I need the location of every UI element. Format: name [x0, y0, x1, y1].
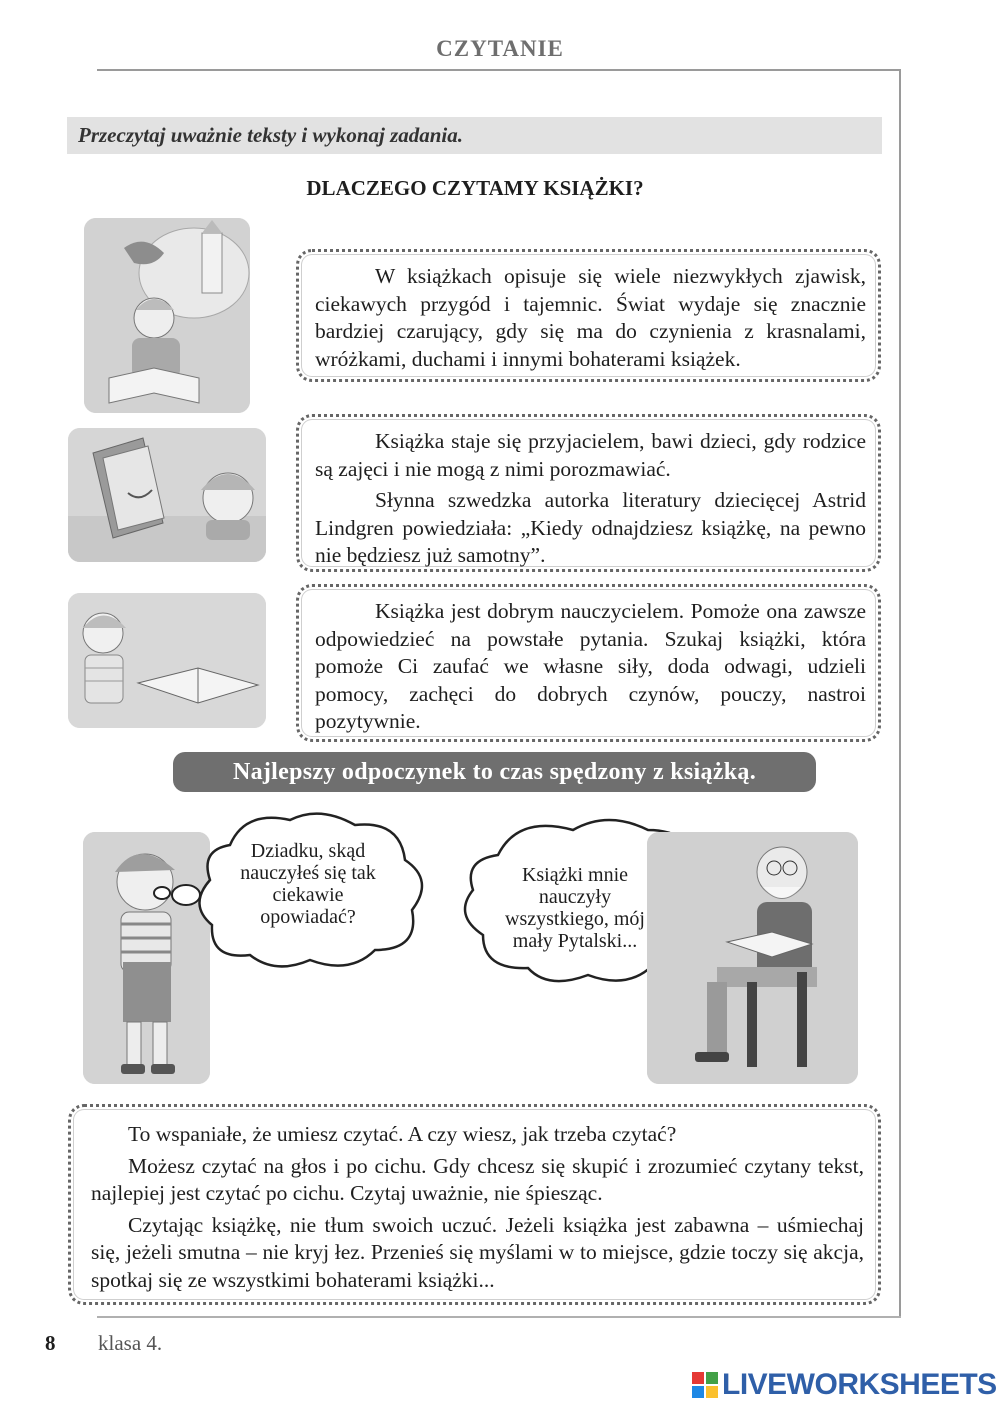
- page-number: 8: [45, 1331, 56, 1355]
- liveworksheets-logo-text[interactable]: LIVEWORKSHEETS: [722, 1368, 997, 1401]
- text-box-1: [296, 249, 881, 382]
- page-frame-bottom: [97, 1316, 901, 1318]
- grade-label: klasa 4.: [98, 1331, 163, 1355]
- box3-paragraph-1: Książka jest dobrym nauczycielem. Pomoże ona zawsze odpowiedzieć na powstałe pytania. Szukaj książki, która pomoże Ci zaufać we własne siły, doda odwagi, udzieli pomocy, zachęci do dobrych czynów, pouczy, nastroi pozytywnie.: [315, 599, 866, 733]
- instruction-text: Przeczytaj uważnie teksty i wykonaj zadania.: [78, 123, 464, 147]
- text-box-2: [296, 414, 881, 572]
- illustration-book-friend: [68, 428, 266, 562]
- tips-paragraph-3: Czytając książkę, nie tłum swoich uczuć. Jeżeli książka jest zabawna – uśmiechaj się, jeżeli smutna – nie kryj łez. Przenieś się myślami w to miejsce, gdzie toczy się akcja, spotkaj się ze wszystkimi bohaterami książki...: [91, 1212, 864, 1292]
- boy-bubble-text: Dziadku, skąd nauczyłeś się tak ciekawie opowiadać?: [240, 840, 376, 928]
- illustration-girl-book: [68, 593, 266, 728]
- illustration-boy-reading: [84, 218, 250, 413]
- box2-paragraph-1: Książka staje się przyjacielem, bawi dzieci, gdy rodzice są zajęci i nie mogą z nimi porozmawiać.: [315, 429, 866, 481]
- section-title: CZYTANIE: [436, 36, 564, 61]
- illustration-grandpa-reading: [647, 832, 858, 1084]
- motto-banner: Najlepszy odpoczynek to czas spędzony z książką.: [173, 752, 816, 792]
- grandpa-bubble-text: Książki mnie nauczyły wszystkiego, mój mały Pytalski...: [505, 864, 645, 952]
- box2-paragraph-2: Słynna szwedzka autorka literatury dziecięcej Astrid Lindgren powiedziała: „Kiedy odnajdziesz książkę, na pewno nie będziesz już samotny”.: [315, 488, 866, 567]
- liveworksheets-logo-icon: [692, 1372, 718, 1398]
- text-box-3: [296, 584, 881, 742]
- tips-paragraph-1: To wspaniałe, że umiesz czytać. A czy wiesz, jak trzeba czytać?: [128, 1122, 677, 1146]
- box1-paragraph-1: W książkach opisuje się wiele niezwykłych zjawisk, ciekawych przygód i tajemnic. Świat wydaje się znacznie bardziej czarujący, gdy się ma do czynienia z krasnalami, wróżkami, duchami i innymi bohaterami książek.: [315, 264, 866, 371]
- reading-tips-box: [68, 1104, 881, 1305]
- tips-paragraph-2: Możesz czytać na głos i po cichu. Gdy chcesz się skupić i zrozumieć czytany tekst, najlepiej jest czytać po cichu. Czytaj uważnie, nie śpiesząc.: [91, 1153, 864, 1205]
- article-title: DLACZEGO CZYTAMY KSIĄŻKI?: [306, 176, 644, 200]
